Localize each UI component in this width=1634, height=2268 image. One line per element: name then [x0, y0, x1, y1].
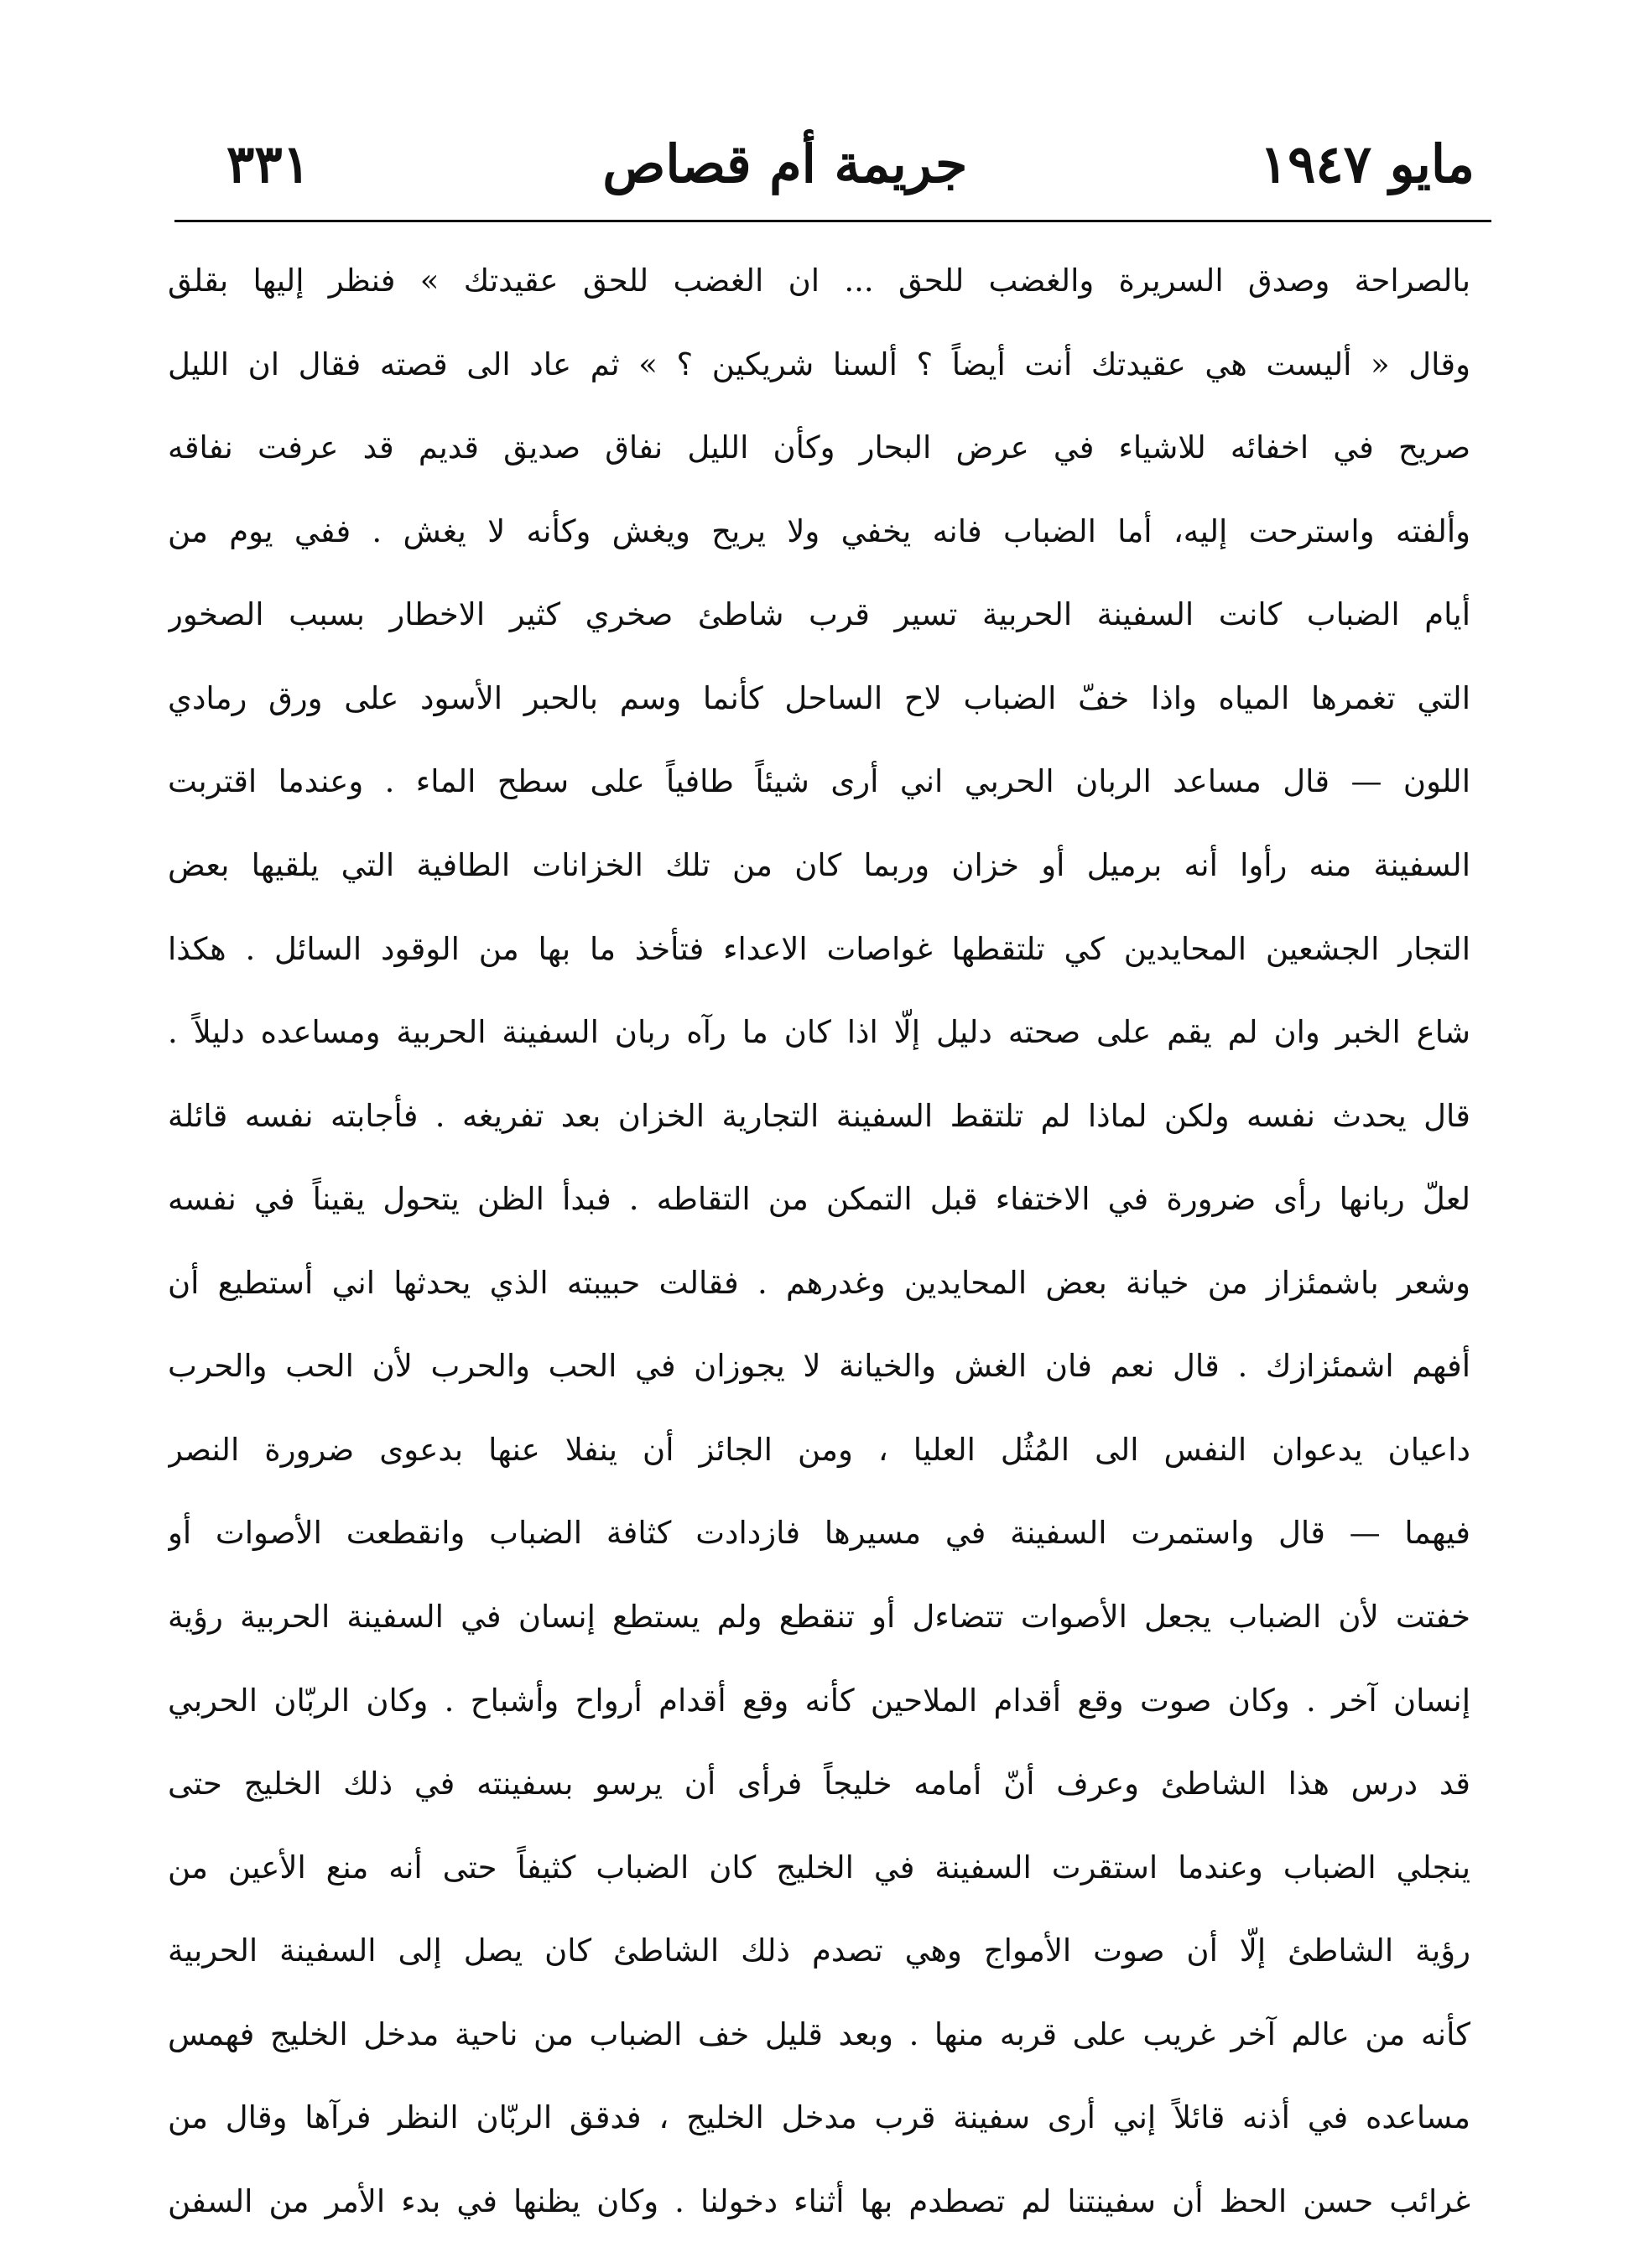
header-divider: [174, 220, 1491, 222]
text-line: قد درس هذا الشاطئ وعرف أنّ أمامه خليجاً فرأى أن يرسو بسفينته في ذلك الخليج حتى: [168, 1766, 1470, 1802]
article-body: [168, 252, 1470, 2231]
text-line: التجار الجشعين المحايدين كي تلتقطها غواصات الاعداء فتأخذ ما بها من الوقود السائل . هكذا: [168, 930, 1470, 967]
text-line: صريح في اخفائه للاشياء في عرض البحار وكأن الليل نفاق صديق قديم قد عرفت نفاقه: [168, 429, 1470, 466]
page-header: [226, 126, 1475, 201]
text-line: خفتت لأن الضباب يجعل الأصوات تتضاءل أو تنقطع ولم يستطع إنسان في السفينة الحربية رؤية: [168, 1599, 1470, 1635]
text-line: السفينة منه رأوا أنه برميل أو خزان وربما كان من تلك الخزانات الطافية التي يلقيها بعض: [168, 846, 1470, 883]
text-line: غرائب حسن الحظ أن سفينتنا لم تصطدم بها أثناء دخولنا . وكان يظنها في بدء الأمر من السفن: [168, 2182, 1470, 2219]
text-line: ينجلي الضباب وعندما استقرت السفينة في الخليج كان الضباب كثيفاً حتى أنه منع الأعين من: [168, 1849, 1470, 1886]
text-line: اللون — قال مساعد الربان الحربي اني أرى شيئاً طافياً على سطح الماء . وعندما اقتربت: [168, 763, 1470, 800]
text-line: وشعر باشمئزاز من خيانة بعض المحايدين وغدرهم . فقالت حبيبته الذي يحدثها اني أستطيع أن: [168, 1264, 1470, 1301]
text-line: كأنه من عالم آخر غريب على قربه منها . وبعد قليل خف الضباب من ناحية مدخل الخليج فهمس: [168, 2016, 1470, 2052]
text-line: بالصراحة وصدق السريرة والغضب للحق ... ان الغضب للحق عقيدتك » فنظر إليها بقلق: [168, 263, 1470, 299]
text-line: رؤية الشاطئ إلّا أن صوت الأمواج وهي تصدم ذلك الشاطئ كان يصل إلى السفينة الحربية: [168, 1932, 1470, 1969]
text-line: داعيان يدعوان النفس الى المُثُل العليا ، ومن الجائز أن ينفلا عنها بدعوى ضرورة النصر: [168, 1431, 1470, 1468]
text-line: أفهم اشمئزازك . قال نعم فان الغش والخيانة لا يجوزان في الحب والحرب لأن الحب والحرب: [168, 1348, 1470, 1385]
text-line: شاع الخبر وان لم يقم على صحته دليل إلّا اذا كان ما رآه ربان السفينة الحربية ومساعده دليلاً .: [168, 1014, 1470, 1051]
text-line: التي تغمرها المياه واذا خفّ الضباب لاح الساحل كأنما وسم بالحبر الأسود على ورق رمادي: [168, 679, 1470, 716]
text-line: مساعده في أذنه قائلاً إني أرى سفينة قرب مدخل الخليج ، فدقق الربّان النظر فرآها وقال من: [168, 2099, 1470, 2136]
text-line: إنسان آخر . وكان صوت وقع أقدام الملاحين كأنه وقع أقدام أرواح وأشباح . وكان الربّان الحربي: [168, 1682, 1470, 1719]
text-line: أيام الضباب كانت السفينة الحربية تسير قرب شاطئ صخري كثير الاخطار بسبب الصخور: [168, 596, 1470, 633]
text-line: وألفته واسترحت إليه، أما الضباب فانه يخفي ولا يريح ويغش وكأنه لا يغش . ففي يوم من: [168, 512, 1470, 549]
text-line: فيهما — قال واستمرت السفينة في مسيرها فازدادت كثافة الضباب وانقطعت الأصوات أو: [168, 1515, 1470, 1552]
header-title: جريمة أم قصاص: [602, 133, 968, 195]
text-line: قال يحدث نفسه ولكن لماذا لم تلتقط السفينة التجارية الخزان بعد تفريغه . فأجابته نفسه قائلة: [168, 1097, 1470, 1134]
text-line: وقال « أليست هي عقيدتك أنت أيضاً ؟ ألسنا شريكين ؟ » ثم عاد الى قصته فقال ان الليل: [168, 346, 1470, 382]
header-date: مايو ١٩٤٧: [1259, 133, 1475, 195]
text-line: لعلّ ربانها رأى ضرورة في الاختفاء قبل التمكن من التقاطه . فبدأ الظن يتحول يقيناً في نفسه: [168, 1181, 1470, 1218]
page-number: ٣٣١: [226, 133, 310, 195]
